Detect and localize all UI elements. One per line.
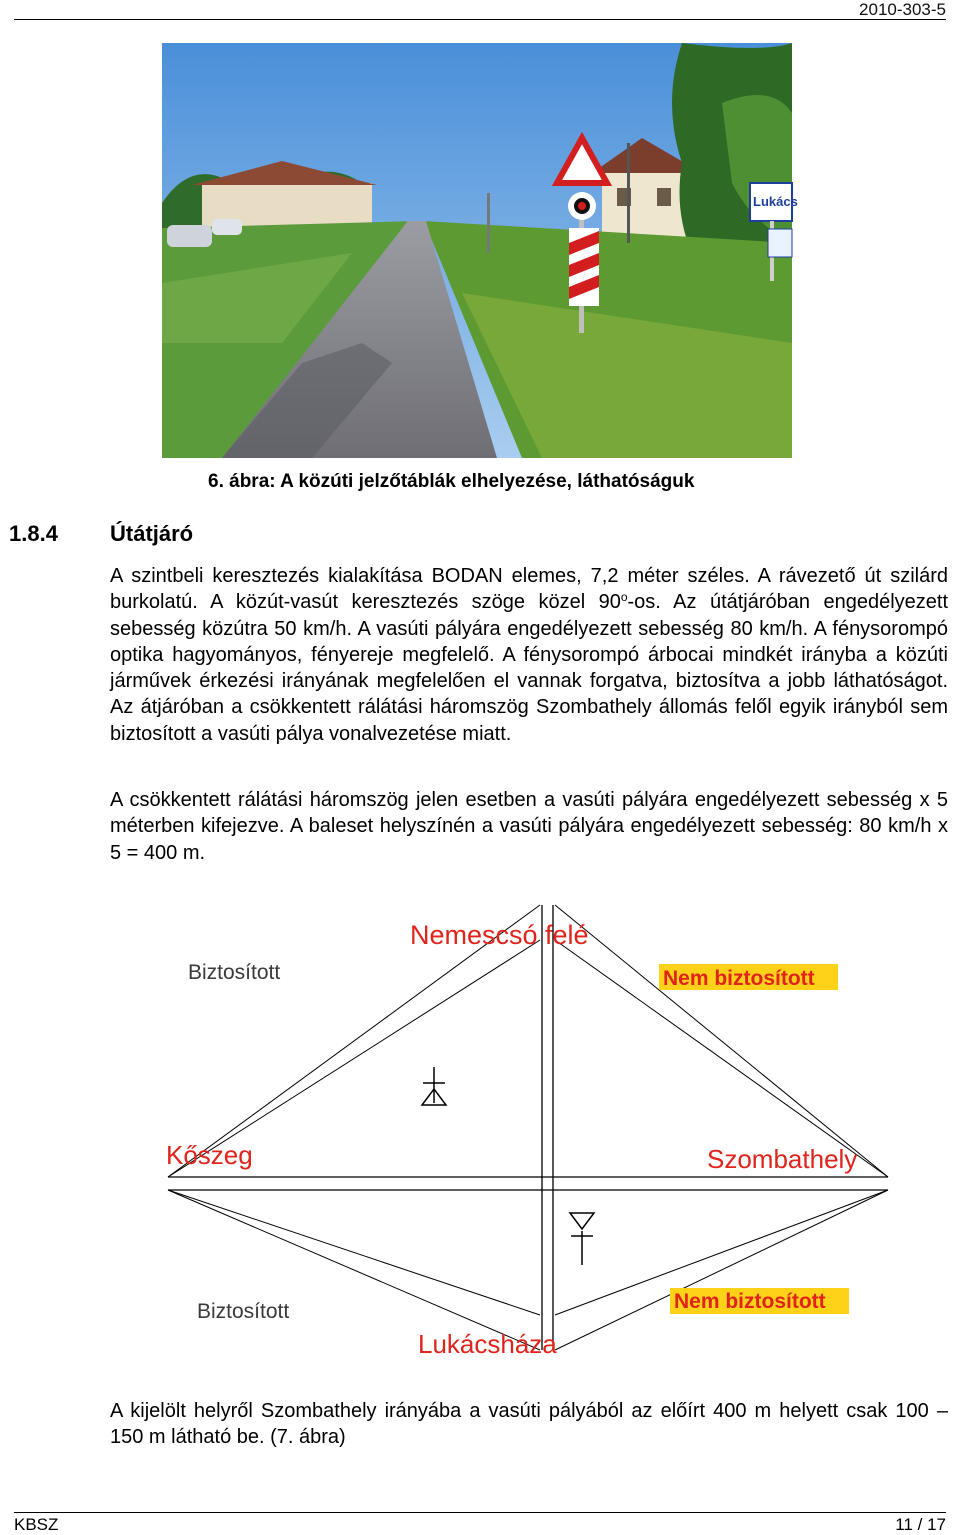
sight-line bbox=[555, 905, 888, 1177]
label-koszeg: Kőszeg bbox=[166, 1140, 253, 1170]
label-secured-bottom: Biztosított bbox=[197, 1300, 290, 1323]
level-crossing-photo bbox=[162, 43, 798, 458]
paragraph-text: A szintbeli keresztezés kialakítása BODAN elemes, 7,2 méter széles. A rávezető út szilárd burkolatú. A közút-vasút keresztezés szöge közel 90 bbox=[110, 565, 948, 614]
label-lukacshaza: Lukácsháza bbox=[418, 1329, 557, 1359]
photo-illustration bbox=[162, 43, 798, 458]
page-number: 11 / 17 bbox=[895, 1515, 946, 1534]
signal-icon bbox=[422, 1067, 446, 1105]
header-rule bbox=[14, 19, 946, 20]
document-reference: 2010-303-5 bbox=[859, 0, 946, 19]
label-not-secured-bottom: Nem biztosított bbox=[674, 1290, 826, 1313]
visibility-diagram bbox=[160, 905, 900, 1375]
section-title: Útátjáró bbox=[110, 521, 194, 546]
footer-organization: KBSZ bbox=[14, 1515, 59, 1534]
figure-caption: 6. ábra: A közúti jelzőtáblák elhelyezése, láthatóságuk bbox=[208, 471, 695, 492]
sight-line bbox=[168, 1190, 540, 1350]
paragraph-crossing-description bbox=[110, 563, 948, 747]
label-szombathely: Szombathely bbox=[707, 1144, 858, 1174]
paragraph-conclusion: A kijelölt helyről Szombathely irányába a vasúti pályából az előírt 400 m helyett csak 100 – 150 m látható be. (7. ábra) bbox=[110, 1400, 948, 1449]
town-sign-text: Lukács bbox=[753, 194, 798, 209]
diagram-drawing bbox=[160, 905, 900, 1375]
label-nemescso: Nemescsó felé bbox=[410, 920, 589, 950]
signal-icon bbox=[570, 1213, 594, 1265]
degree-superscript: o bbox=[620, 590, 628, 605]
section-number: 1.8.4 bbox=[9, 521, 58, 546]
label-not-secured-top: Nem biztosított bbox=[663, 967, 815, 990]
paragraph-visibility-triangle: A csökkentett rálátási háromszög jelen esetben a vasúti pályára engedélyezett sebesség x 5 méterben kifejezve. A baleset helyszínén a vasúti pályára engedélyezett sebesség: 80 km/h x 5 = 400 m. bbox=[110, 789, 948, 864]
sight-line bbox=[555, 1190, 888, 1350]
sight-line bbox=[168, 1190, 540, 1315]
label-secured-top: Biztosított bbox=[188, 961, 281, 984]
paragraph-text: -os. Az útátjáróban engedélyezett sebesség közútra 50 km/h. A vasúti pályára engedélyezett sebesség 80 km/h. A fénysorompó optika hagyományos, fényereje megfelelő. A fénysorompó árbocai mindkét irányba a közúti járművek érkezési irányának megfelelően el vannak forgatva, biztosítva a jobb láthatóságot. Az átjáróban a csökkentett rálátási háromszög Szombathely állomás felől egyik irányból sem biztosított a vasúti pálya vonalvezetése miatt. bbox=[110, 591, 948, 745]
footer-rule bbox=[14, 1512, 946, 1513]
